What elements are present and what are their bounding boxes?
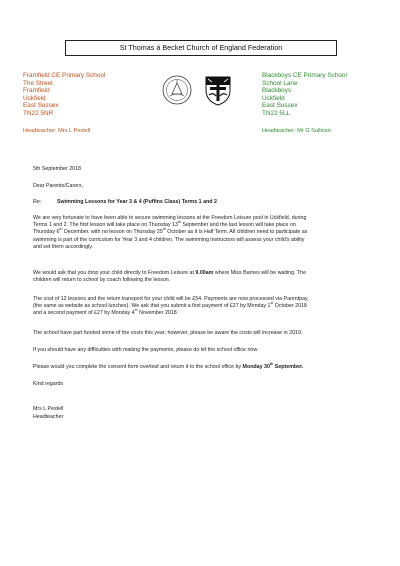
right-school-village: Blackboys [262, 87, 292, 94]
p6-deadline-b: September. [273, 364, 304, 370]
paragraph-dropoff [33, 270, 378, 284]
left-school-name: Framfield CE Primary School [23, 72, 106, 79]
p1-line-3b: December, with no lesson on Thursday 25 [62, 229, 163, 236]
p1-line-1: We are very fortunate to have been able to secure swimming lessons at the Freedom Leisure pool in Uckfield, during [33, 215, 307, 221]
salutation: Dear Parents/Carers, [33, 183, 84, 189]
p2-time: 9.00am [195, 270, 214, 276]
federation-banner: St Thomas á Becket Church of England Federation [65, 40, 337, 56]
p3-line-3a: and a second payment of £27 by Monday 4 [33, 310, 135, 317]
closing: Kind regards [33, 381, 64, 387]
p2-line-1 [33, 270, 378, 277]
left-school-postcode: TN22 5NR [23, 109, 54, 117]
right-school-address [262, 72, 347, 117]
p2-line-1b: where Miss Barnes will be waiting. The [213, 270, 307, 276]
p3-sup-1: st [270, 301, 274, 306]
p1-line-3 [33, 229, 378, 236]
right-school-county: East Sussex [262, 102, 298, 109]
left-school-address [23, 72, 105, 117]
p1-sup-1: th [177, 220, 181, 225]
p6-deadline [243, 364, 304, 370]
re-subject: Swimming Lessons for Year 3 & 4 (Puffins Class) Terms 1 and 2 [57, 199, 217, 205]
p6-text: Please would you complete the consent form overleaf and return it to the school office by [33, 364, 243, 370]
re-label: Re: [33, 199, 42, 205]
left-school-street: The Street [23, 79, 53, 87]
right-school-name: Blackboys CE Primary School [262, 72, 347, 79]
p2-line-2: children will return to school by coach following the lesson. [33, 277, 171, 284]
paragraph-difficulties: If you should have any difficulties with making the payments, please do let the school office now. [33, 347, 259, 353]
blackboys-crest-logo [201, 72, 235, 108]
p1-line-3a: Thursday 6 [33, 229, 60, 236]
re-line [33, 199, 378, 206]
left-school-town: Uckfield [23, 94, 46, 102]
right-school-postcode: TN22 5LL [262, 109, 291, 117]
p1-line-4: swimming is part of the curriculum for Year 3 and 4 children. The swimming instructors will assess your child's ability [33, 236, 305, 243]
paragraph-consent [33, 364, 378, 371]
signatory-name: Mrs L Pestell [33, 406, 64, 412]
p3-line-3 [33, 310, 378, 317]
right-school-street: School Lane [262, 79, 298, 87]
paragraph-lessons [33, 215, 378, 251]
p3-line-1: The cost of 12 lessons and the return transport for your child will be £54. Payments are now processed via Parentpay, [33, 296, 309, 302]
left-school-county: East Sussex [23, 102, 59, 109]
p1-line-5: and set them accordingly. [33, 243, 93, 250]
p1-line-2a: Terms 1 and 2. The first lesson will take place on Thursday 13 [33, 222, 178, 229]
p3-line-3b: November 2018. [137, 310, 179, 317]
p1-line-2b: September and the last lesson will take place on [180, 222, 296, 229]
letter-date: 5th September 2018 [33, 166, 82, 172]
p1-sup-3: th [162, 227, 166, 232]
paragraph-funding: The school have part funded some of the costs this year; however, please be aware the costs will increase in 2019. [33, 330, 303, 336]
p3-line-2a: (the same as website as school lunches). We ask that you submit a first payment of £27 by Monday 1 [33, 303, 271, 310]
right-school-town: Uckfield [262, 94, 285, 102]
p1-sup-2: th [59, 227, 63, 232]
left-school-village: Framfield [23, 87, 50, 94]
p6-deadline-a: Monday 30 [242, 364, 270, 370]
p3-sup-2: th [134, 308, 138, 313]
p2-line-1a: We would ask that you drop your child directly to Freedom Leisure at [33, 270, 196, 276]
paragraph-cost [33, 296, 378, 318]
p3-line-2b: October 2018 [273, 303, 307, 310]
signatory-title: Headteacher [33, 414, 64, 420]
left-headteacher: Headteacher: Mrs L Pestell [23, 128, 91, 134]
p1-line-3c: October as it is Half Term. All children need to participate as [165, 229, 308, 236]
right-headteacher: Headteacher: Mr G Sullivan [262, 128, 331, 134]
framfield-crest-logo [160, 72, 194, 108]
p6-sup: th [269, 362, 274, 367]
